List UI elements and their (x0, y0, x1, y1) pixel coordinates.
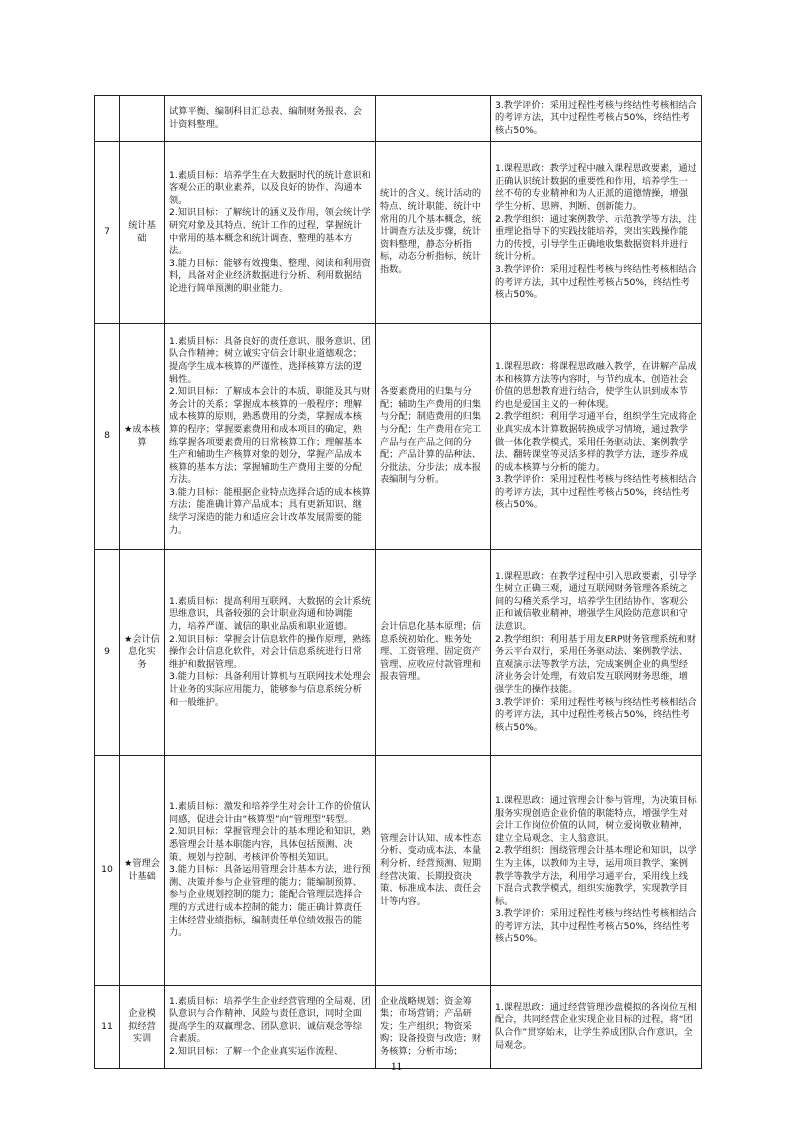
requirement-item: 2.教学组织：通过案例教学、示范教学等方法，注重理论指导下的实践技能培养，突出实践操作能力的传授，引导学生正确地收集数据资料并进行统计分析。 (495, 213, 697, 263)
objective-item: 2.知识目标：掌握管理会计的基本理论和知识，熟悉管理会计基本职能内容，具体包括预测、决策、规划与控制、考核评价等相关知识。 (169, 826, 371, 863)
course-name (120, 96, 165, 142)
course-objectives (165, 324, 376, 550)
requirement-item: 3.教学评价：采用过程性考核与终结性考核相结合的考评方法，其中过程性考核占50%，终结性考核占50%。 (495, 263, 697, 301)
requirement-item: 2.教学组织：利用学习通平台，组织学生完成将企业真实成本计算数据转换成学习情境，通过教学做一体化教学模式，采用任务驱动法、案例教学法、翻转课堂等灵活多样的教学方法，逐步养成的成本核算与分析的能力。 (495, 411, 697, 473)
main-content (376, 96, 491, 142)
row-number: 10 (95, 756, 120, 986)
objective-item: 试算平衡、编制科目汇总表、编制财务报表、会计资料整理。 (169, 105, 362, 130)
course-table (94, 95, 702, 1069)
objective-item: 1.素质目标：具备良好的责任意识、服务意识、团队合作精神；树立诚实守信会计职业道德观念；提高学生成本核算的严谨性、选择核算方法的逻辑性。 (169, 335, 371, 385)
course-table-body (95, 96, 702, 1069)
objective-item: 1.素质目标：培养学生企业经营管理的全局观、团队意识与合作精神、风险与责任意识，同时全面提高学生的双赢理念、团队意识、诚信观念等综合素质。 (169, 995, 371, 1045)
objective-item: 1.素质目标：提高利用互联网、大数据的会计系统思维意识，具备较强的会计职业沟通和协调能力，培养严谨、诚信的职业品质和职业道德。 (169, 595, 371, 633)
requirement-item: 2.教学组织：围绕管理会计基本理论和知识，以学生为主体，以教师为主导，运用项目教学、案例教学等教学方法，利用学习通平台，采用线上线下混合式教学模式，组织实施教学，实现教学目标。 (495, 845, 697, 907)
objective-item: 2.知识目标：掌握会计信息软件的操作原理，熟练操作会计信息化软件，对会计信息系统进行日常维护和数据管理。 (169, 633, 371, 670)
course-name: 统计基础 (120, 142, 165, 324)
table-row (95, 96, 702, 142)
objective-item: 1.素质目标：激发和培养学生对会计工作的价值认同感，促进会计由“核算型”向“管理型”转型。 (169, 801, 371, 825)
teaching-requirements (491, 142, 702, 324)
teaching-requirements (491, 986, 702, 1069)
teaching-requirements (491, 756, 702, 986)
requirement-item: 1.课程思政：通过经营管理沙盘模拟的各岗位互相配合，共同经营企业实现企业目标的过程，将“团队合作”贯穿始末，让学生养成团队合作意识，全局观念。 (495, 1001, 697, 1051)
requirement-item: 1.课程思政：在教学过程中引入思政要素，引导学生树立正确三观，通过互联网财务管理各系统之间的勾稽关系学习，培养学生团结协作、客观公正和诚信敬业精神，增强学生风险防范意识和守法意识。 (495, 570, 697, 633)
objective-item: 2.知识目标：了解统计的涵义及作用，领会统计学研究对象及其特点、统计工作的过程，掌握统计中常用的基本概念和统计调查、整理的基本方法。 (169, 207, 371, 257)
objective-item: 2.知识目标：了解成本会计的本质、职能及其与财务会计的关系；掌握成本核算的一般程序；理解成本核算的原则，熟悉费用的分类，掌握成本核算的程序；掌握要素费用和成本项目的确定，熟练掌握各项要素费用的日常核算工作；理解基本生产和辅助生产核算对象的划分，掌握产品成本核算的基本方法；掌握辅助生产费用主要的分配方法。 (169, 386, 371, 486)
course-name: ★会计信息化实务 (120, 550, 165, 756)
requirement-item: 1.课程思政：教学过程中融入课程思政要素，通过正确认识统计数据的重要性和作用，培养学生一丝不苟的专业精神和为人正派的道德情操，增强学生分析、思辨、判断、创新能力。 (495, 163, 697, 213)
course-objectives (165, 96, 376, 142)
objective-item: 3.能力目标：能够有效搜集、整理、阅读和利用资料，具备对企业经济数据进行分析、利用数据结论进行简单预测的职业能力。 (169, 257, 371, 294)
course-objectives (165, 986, 376, 1069)
requirement-item: 2.教学组织：利用基于用友ERP财务管理系统和财务云平台双行，采用任务驱动法、案例教学法、直观演示法等教学方法，完成案例企业的典型经济业务会计处理，有效启发互联网财务思维，增强学生的操作技能。 (495, 633, 697, 695)
row-number (95, 96, 120, 142)
course-objectives (165, 756, 376, 986)
objective-item: 2.知识目标：了解一个企业真实运作流程、 (169, 1045, 344, 1057)
row-number: 8 (95, 324, 120, 550)
table-row (95, 986, 702, 1069)
course-name: ★成本核算 (120, 324, 165, 550)
row-number: 9 (95, 550, 120, 756)
main-content: 管理会计认知、成本性态分析、变动成本法、本量利分析、经营预测、短期经营决策、长期投资决策、标准成本法、责任会计等内容。 (376, 756, 491, 986)
table-row (95, 550, 702, 756)
objective-item: 3.能力目标：具备运用管理会计基本方法，进行预测、决策并参与企业管理的能力；能编制预算、参与企业规划控制的能力；能配合管理层选择合理的方式进行成本控制的能力；能正确计算责任主体经营业绩指标，编制责任单位绩效报告的能力。 (169, 864, 371, 939)
requirement-item: 3.教学评价：采用过程性考核与终结性考核相结合的考评方法，其中过程性考核占50%，终结性考核占50%。 (495, 474, 697, 511)
objective-item: 3.能力目标：能根据企业特点选择合适的成本核算方法；能准确计算产品成本；具有更新知识、继续学习深造的能力和适应会计改革发展需要的能力。 (169, 486, 371, 536)
requirement-item: 3.教学评价：采用过程性考核与终结性考核相结合的考评方法，其中过程性考核占50%，终结性考核占50%。 (495, 908, 697, 945)
course-objectives (165, 550, 376, 756)
row-number: 7 (95, 142, 120, 324)
requirement-item: 1.课程思政：将课程思政融入教学，在讲解产品成本和核算方法等内容时，与节约成本、创造社会价值的思想教育进行结合，使学生认识到成本节约也是爱国主义的一种体现。 (495, 360, 697, 410)
teaching-requirements (491, 550, 702, 756)
table-row (95, 324, 702, 550)
main-content: 会计信息化基本原理；信息系统初始化、账务处理、工资管理、固定资产管理、应收应付款管理和报表管理。 (376, 550, 491, 756)
objective-item: 3.能力目标：具备利用计算机与互联网技术处理会计业务的实际应用能力，能够参与信息系统分析和一般维护。 (169, 671, 371, 708)
course-name: 企业模拟经营实训 (120, 986, 165, 1069)
page-number: 11 (390, 1059, 403, 1073)
course-objectives (165, 142, 376, 324)
requirement-item: 3.教学评价：采用过程性考核与终结性考核相结合的考评方法，其中过程性考核占50%，终结性考核占50%。 (495, 696, 697, 733)
main-content: 企业战略规划；资金筹集；市场营销；产品研发；生产组织；物资采购；设备投资与改造；财务核算；分析市场； (376, 986, 491, 1069)
requirement-item: 3.教学评价：采用过程性考核与终结性考核相结合的考评方法，其中过程性考核占50%，终结性考核占50%。 (495, 99, 697, 136)
table-row (95, 756, 702, 986)
main-content: 各要素费用的归集与分配；辅助生产费用的归集与分配；制造费用的归集与分配；生产费用在完工产品与在产品之间的分配；产品计算的品种法、分批法、分步法；成本报表编制与分析。 (376, 324, 491, 550)
requirement-item: 1.课程思政：通过管理会计参与管理，为决策目标服务实现创造企业价值的职能特点，增强学生对会计工作岗位价值的认同，树立爱岗敬业精神，建立全局观念、主人翁意识。 (495, 794, 697, 844)
table-row (95, 142, 702, 324)
course-name: ★管理会计基础 (120, 756, 165, 986)
teaching-requirements (491, 324, 702, 550)
objective-item: 1.素质目标：培养学生在大数据时代的统计意识和客观公正的职业素养，以及良好的协作、沟通本领。 (169, 169, 371, 206)
teaching-requirements (491, 96, 702, 142)
row-number: 11 (95, 986, 120, 1069)
main-content: 统计的含义、统计活动的特点、统计职能、统计中常用的几个基本概念，统计调查方法及步骤，统计资料整理，静态分析指标，动态分析指标，统计指数。 (376, 142, 491, 324)
